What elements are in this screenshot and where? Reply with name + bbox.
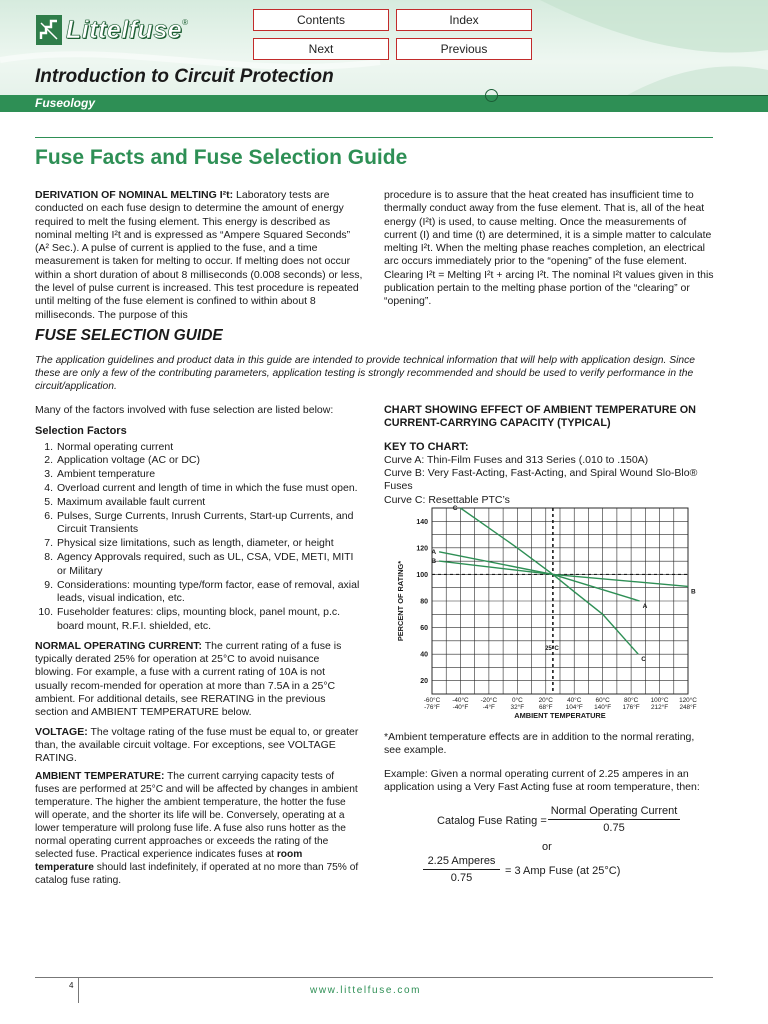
x-axis-title: AMBIENT TEMPERATURE — [514, 711, 606, 720]
x-tick-label-fahrenheit: 104°F — [565, 704, 583, 711]
curve-a-description: Curve A: Thin-Film Fuses and 313 Series (.010 to .150A) — [384, 453, 649, 466]
chart-footnote: *Ambient temperature effects are in addition to the normal rerating, see example. — [384, 731, 695, 756]
factor-number: 5. — [44, 495, 53, 508]
y-axis-title: PERCENT OF RATING* — [396, 560, 405, 642]
voltage-heading: VOLTAGE: — [35, 725, 88, 738]
y-tick-label: 20 — [420, 678, 428, 686]
x-tick-label-fahrenheit: 68°F — [538, 704, 553, 711]
y-tick-label: 140 — [416, 518, 428, 526]
fraction-bar — [548, 819, 680, 820]
x-tick-label-fahrenheit: -40°F — [452, 704, 469, 711]
x-tick-label-fahrenheit: -76°F — [424, 704, 440, 711]
x-tick-label-celsius: 100°C — [650, 697, 669, 704]
x-tick-label-celsius: 80°C — [623, 697, 639, 704]
factor-text: Agency Approvals required, such as UL, CSA, VDE, METI, MITI or Military — [57, 550, 354, 577]
normal-current-text: The current rating of a fuse is typically derated 25% for operation at 25°C to avoid nuisance blowing. For example, a fuse with a current rating of 10A is not usually recom-mended for operation at more than 7.5A in a 25°C ambient. For additional details, see RERATING in the previous section and AMBIENT TEMPERATURE below. — [35, 639, 342, 719]
selection-guide-title: FUSE SELECTION GUIDE — [35, 327, 223, 344]
example-text: Example: Given a normal operating current of 2.25 amperes in an application using a Very Fast Acting fuse at room temperature, then: — [384, 768, 700, 793]
curve-b-description: Curve B: Very Fast-Acting, Fast-Acting, and Spiral Wound Slo-Blo® Fuses — [384, 467, 698, 493]
factor-text: Pulses, Surge Currents, Inrush Currents, Start-up Currents, and Circuit Transients — [57, 509, 354, 536]
voltage-text: The voltage rating of the fuse must be equal to, or greater than, the available circuit voltage. For exceptions, see VOLTAGE RATING. — [35, 725, 359, 765]
footer-rule — [35, 977, 713, 978]
logo-registered-mark: ® — [182, 18, 189, 27]
factor-number: 2. — [44, 454, 53, 467]
section-bar-label: Fuseology — [35, 96, 96, 110]
y-tick-label: 80 — [420, 598, 428, 606]
factor-item — [35, 551, 360, 579]
derivation-left-text: Laboratory tests are conducted on each fuse design to determine the amount of energy required to melt the fusing element. This energy is described as nominal melting I²t and is expressed as “Ampere Squared Seconds” (A² Sec.). A pulse of current is applied to the fuse, and a time measurement is taken for melting to occur. If melting does not occur within a short duration of about 8 milliseconds (0.008 seconds) or less, the level of pulse current is increased. This test procedure is repeated until melting of the fuse element is confined to within about 8 milliseconds. The purpose of this — [35, 189, 363, 321]
curve-b-end-label: B — [691, 588, 696, 596]
derivation-heading: DERIVATION OF NOMINAL MELTING I²t: — [35, 189, 234, 201]
logo-text: Littelfuse — [66, 15, 183, 44]
header-rule — [498, 95, 768, 96]
formula-denominator: 0.75 — [603, 822, 625, 834]
example-result: = 3 Amp Fuse (at 25°C) — [505, 865, 621, 877]
section-bar — [0, 95, 768, 112]
factor-number: 3. — [44, 468, 53, 481]
ambient-text-2: should last indefinitely, if operated at no more than 75% of catalog fuse rating. — [35, 861, 359, 886]
page-title: Fuse Facts and Fuse Selection Guide — [35, 146, 408, 169]
y-tick-label: 60 — [420, 625, 428, 633]
x-tick-label-fahrenheit: 212°F — [650, 704, 669, 711]
factor-number: 9. — [44, 578, 53, 591]
factor-item — [35, 496, 360, 510]
factor-number: 10. — [38, 606, 53, 619]
factor-number: 1. — [44, 440, 53, 453]
factor-text: Maximum available fault current — [57, 495, 206, 508]
factor-item — [35, 579, 360, 607]
ambient-heading: AMBIENT TEMPERATURE: — [35, 771, 165, 783]
voltage-paragraph — [35, 726, 360, 766]
chart-heading-line-2: CURRENT-CARRYING CAPACITY (TYPICAL) — [384, 417, 611, 430]
normal-current-heading: NORMAL OPERATING CURRENT: — [35, 639, 203, 652]
example-denominator: 0.75 — [450, 872, 473, 884]
x-tick-label-fahrenheit: 32°F — [510, 704, 525, 711]
x-tick-label-celsius: 20°C — [538, 697, 553, 704]
normal-current-paragraph — [35, 640, 360, 720]
x-tick-label-fahrenheit: 248°F — [679, 704, 697, 711]
previous-button[interactable]: Previous — [396, 38, 532, 60]
x-tick-label-fahrenheit: 140°F — [594, 704, 612, 711]
y-tick-label: 120 — [416, 545, 428, 553]
x-tick-label-celsius: -60°C — [423, 697, 441, 704]
factors-list — [35, 441, 360, 634]
factor-text: Fuseholder features: clips, mounting block, panel mount, p.c. board mount, R.F.I. shielded, etc. — [57, 606, 341, 632]
title-divider — [35, 137, 713, 138]
selection-left-column — [35, 404, 360, 888]
formula-label: Catalog Fuse Rating = — [437, 815, 547, 827]
derivation-right-column — [384, 189, 714, 309]
curve-c-end-label: C — [641, 656, 646, 664]
header-title: Introduction to Circuit Protection — [35, 66, 334, 87]
littelfuse-logo[interactable] — [36, 12, 188, 48]
ambient-bold-text: room temperature — [35, 848, 303, 873]
curve-b-start-label: B — [431, 558, 437, 566]
page-number: 4 — [69, 981, 74, 990]
reference-label-25c: 25°C — [544, 645, 559, 653]
factor-item — [35, 441, 360, 455]
factors-heading: Selection Factors — [35, 425, 127, 438]
derivation-right-text: procedure is to assure that the heat created has insufficient time to thermally conduct away from the fuse element. That is, all of the heat energy (I²t) is used, to cause melting. Once the measurements of current (I) and time (t) are determined, it is a simple matter to calculate melting I²t. When the melting phase reaches completion, an electrical arc occurs immediately prior to the “opening” of the fuse element. Clearing I²t = Melting I²t + arcing I²t. The nominal I²t values given in this publication pertain to the melting phase portion of the “clearing” or “opening”. — [384, 189, 714, 308]
index-button[interactable]: Index — [396, 9, 532, 31]
x-tick-label-fahrenheit: 176°F — [622, 704, 640, 711]
curve-a-end-label: A — [642, 603, 648, 610]
curve-a-line — [439, 552, 639, 601]
factor-item — [35, 454, 360, 468]
factor-number: 7. — [44, 537, 53, 550]
formula-fraction — [548, 805, 680, 834]
factor-text: Overload current and length of time in which the fuse must open. — [57, 481, 358, 494]
curve-a-start-label: A — [431, 548, 437, 556]
example-fraction-bar — [423, 869, 500, 870]
factors-intro: Many of the factors involved with fuse selection are listed below: — [35, 404, 334, 416]
ambient-temperature-chart — [392, 504, 704, 722]
logo-mark-icon — [36, 15, 62, 45]
factor-number: 8. — [44, 550, 53, 563]
x-tick-label-celsius: -40°C — [452, 697, 469, 704]
y-tick-label: 100 — [416, 571, 428, 579]
derivation-left-column — [35, 189, 365, 322]
example-fraction — [423, 855, 500, 884]
ambient-text-1: The current carrying capacity tests of fuses are performed at 25°C and will be affected by changes in ambient temperature. The higher the ambient temperature, the hotter the fuse will operate, and the shorter its life will be. Conversely, operating at a lower temperature will prolong fuse life. A fuse also runs hotter as the normal operating current approaches or exceeds the rating of the selected fuse. Practical experience indicates fuses at — [35, 771, 358, 860]
factor-text: Ambient temperature — [57, 468, 156, 481]
chart-description-column — [384, 404, 714, 507]
curve-c-start-label: C — [452, 505, 458, 512]
x-tick-label-celsius: -20°C — [480, 697, 498, 704]
formula-numerator: Normal Operating Current — [550, 805, 678, 817]
factor-text: Normal operating current — [57, 440, 174, 453]
or-text: or — [542, 841, 552, 853]
next-button[interactable]: Next — [253, 38, 389, 60]
footer-tick — [78, 977, 79, 1003]
chart-key-heading: KEY TO CHART: — [384, 440, 469, 453]
factor-text: Application voltage (AC or DC) — [57, 454, 200, 467]
x-tick-label-celsius: 60°C — [595, 697, 610, 704]
factor-number: 4. — [44, 481, 53, 494]
factor-text: Physical size limitations, such as length, diameter, or height — [57, 537, 334, 550]
contents-button[interactable]: Contents — [253, 9, 389, 31]
x-tick-label-celsius: 120°C — [679, 697, 697, 704]
ambient-paragraph — [35, 771, 360, 887]
factor-text: Considerations: mounting type/form factor, ease of removal, axial leads, visual indication, etc. — [57, 578, 360, 605]
chart-heading-line-1: CHART SHOWING EFFECT OF AMBIENT TEMPERATURE ON — [384, 404, 696, 416]
factor-item — [35, 482, 360, 496]
x-tick-label-celsius: 40°C — [567, 697, 582, 704]
x-tick-label-fahrenheit: -4°F — [482, 704, 495, 711]
factor-item — [35, 468, 360, 482]
y-tick-label: 40 — [420, 651, 428, 659]
factor-number: 6. — [44, 509, 53, 522]
factor-item — [35, 606, 360, 634]
curve-c-description: Curve C: Resettable PTC’s — [384, 493, 510, 506]
factor-item — [35, 510, 360, 538]
example-numerator: 2.25 Amperes — [427, 855, 496, 867]
selection-guide-intro: The application guidelines and product data in this guide are intended to provide technical information that will help with application design. Since these are only a few of the contributing parameters, application testing is strongly recommended and should be used to verify performance in the circuit/application. — [35, 355, 695, 392]
footer-url-link[interactable]: www.littelfuse.com — [310, 985, 422, 996]
factor-item — [35, 537, 360, 551]
curve-c-line — [460, 508, 638, 654]
circle-ornament-icon — [485, 89, 498, 102]
x-tick-label-celsius: 0°C — [511, 697, 523, 704]
